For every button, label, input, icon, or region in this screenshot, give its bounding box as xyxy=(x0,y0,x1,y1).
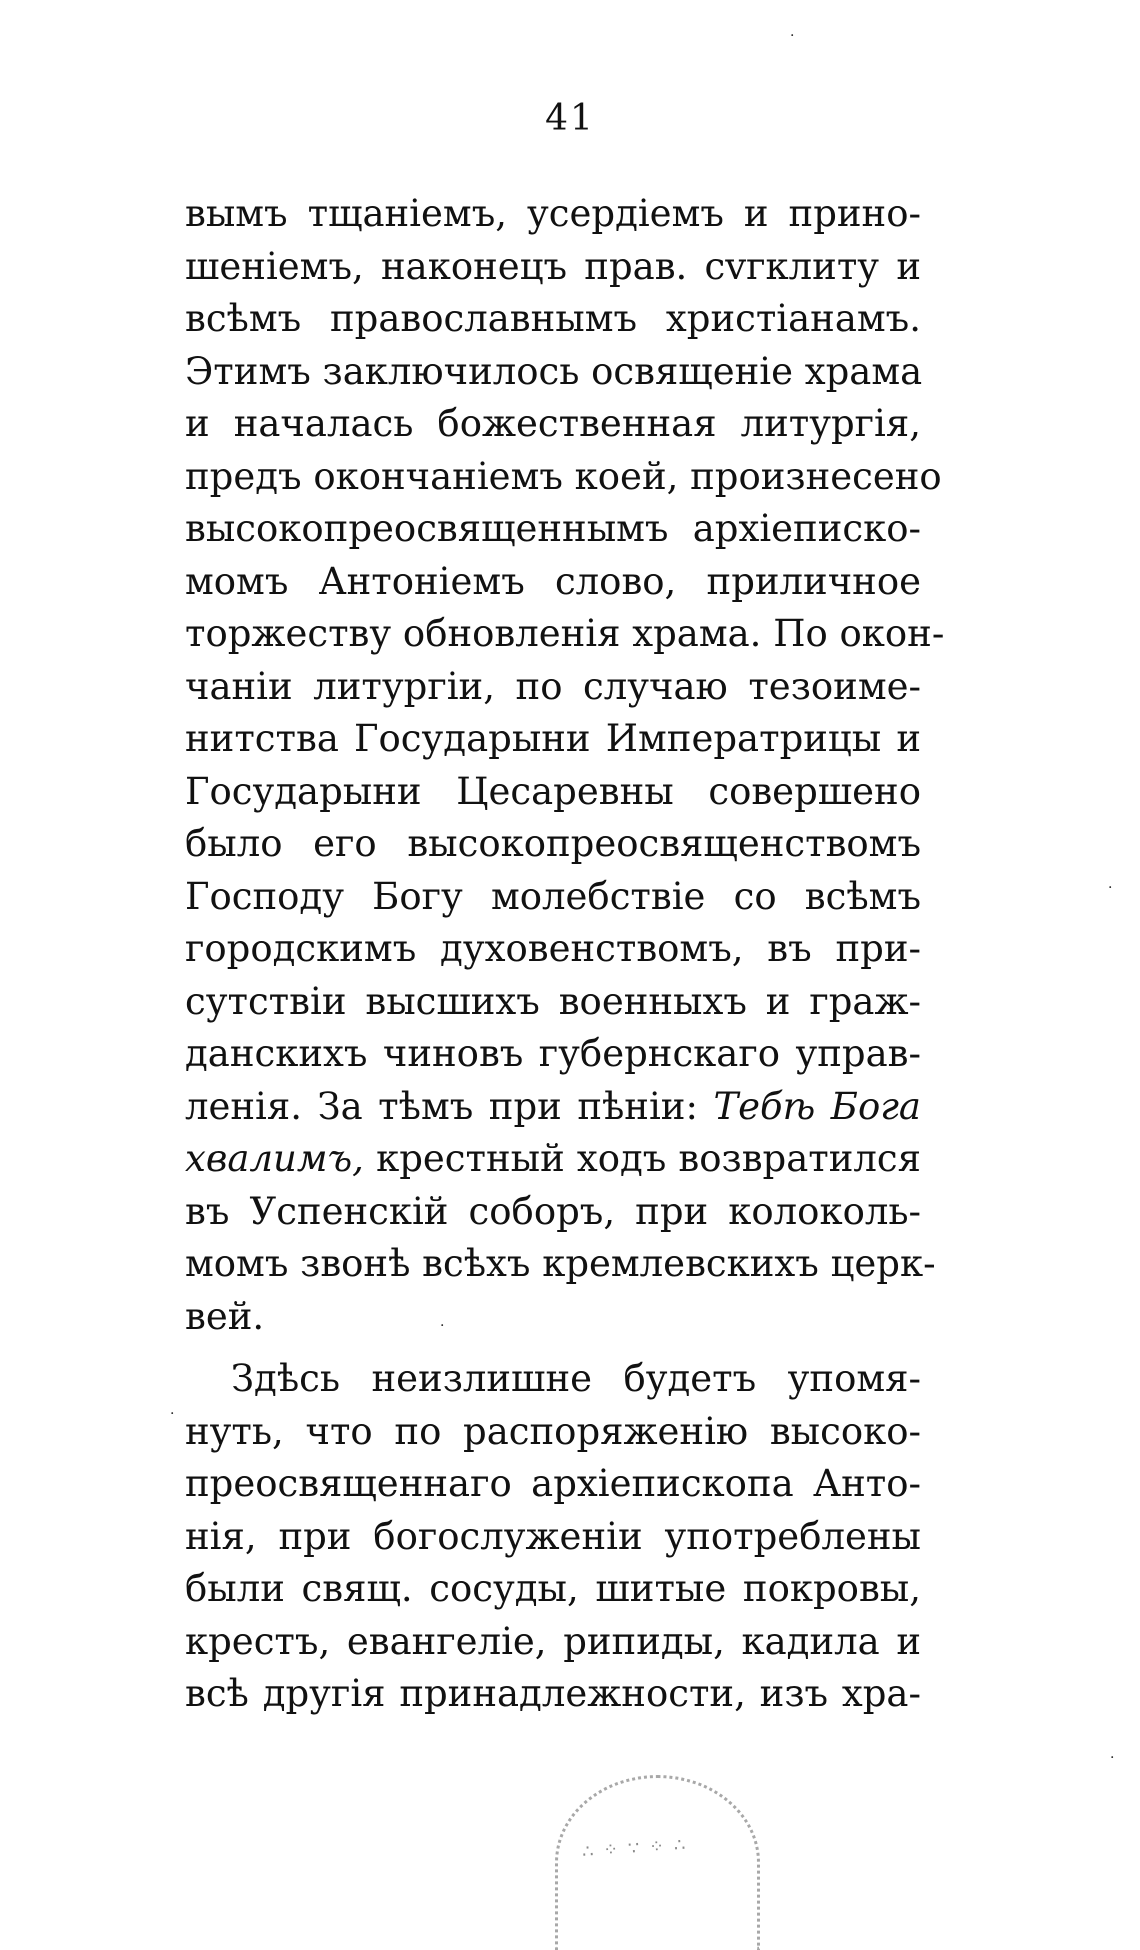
text-line: момъ Антоніемъ слово, приличное xyxy=(185,559,921,603)
text-line: городскимъ духовенствомъ, въ при- xyxy=(185,927,921,970)
text-line: Господу Богу молебствіе со всѣмъ xyxy=(185,874,921,918)
text-line: Этимъ заключилось освященіе храма xyxy=(185,349,923,393)
text-line: высокопреосвященнымъ архіеписко- xyxy=(185,507,921,550)
text-line: преосвященнаго архіепископа Анто- xyxy=(185,1462,921,1505)
paragraph-2 xyxy=(185,1353,921,1721)
paragraph-1 xyxy=(185,188,945,1343)
text-run: крестный ходъ возвратился xyxy=(363,1137,921,1180)
text-line: и началась божественная литургія, xyxy=(185,402,921,445)
print-speck: · xyxy=(170,1406,175,1422)
text-line: Здѣсь неизлишне будетъ упомя- xyxy=(231,1357,921,1400)
print-speck: · xyxy=(1108,880,1113,896)
text-line: Государыни Цесаревны совершено xyxy=(185,769,921,813)
text-line: крестъ, евангеліе, рипиды, кадила и xyxy=(185,1619,921,1663)
library-stamp xyxy=(555,1775,760,1950)
text-line xyxy=(185,1081,921,1134)
text-line: нія, при богослуженіи употреблены xyxy=(185,1514,921,1558)
text-line: момъ звонѣ всѣхъ кремлевскихъ церк- xyxy=(185,1242,936,1285)
text-line: вымъ тщаніемъ, усердіемъ и прино- xyxy=(185,192,921,235)
text-line: шеніемъ, наконецъ прав. сvгклиту и xyxy=(185,244,921,288)
text-line: въ Успенскій соборъ, при колоколь- xyxy=(185,1189,921,1233)
text-line: вей. xyxy=(185,1294,265,1338)
text-line xyxy=(185,1133,921,1186)
italic-quote: Тебѣ Бога xyxy=(713,1084,921,1128)
stamp-marks: ∴ ⁘ ∵ ⁘ ∴ xyxy=(581,1834,689,1863)
text-line: сутствіи высшихъ военныхъ и граж- xyxy=(185,979,921,1023)
text-line: нуть, что по распоряженію высоко- xyxy=(185,1409,921,1453)
text-line: были свящ. сосуды, шитые покровы, xyxy=(185,1567,921,1610)
italic-quote: хвалимъ, xyxy=(185,1137,364,1180)
text-line: всѣ другія принадлежности, изъ хра- xyxy=(185,1672,921,1715)
text-line: нитства Государыни Императрицы и xyxy=(185,717,921,760)
text-line: предъ окончаніемъ коей, произнесено xyxy=(185,454,942,498)
print-speck: · xyxy=(1110,1750,1115,1766)
text-line: было его высокопреосвященствомъ xyxy=(185,822,921,865)
text-line: торжеству обновленія храма. По окон- xyxy=(185,612,945,655)
text-line: чаніи литургіи, по случаю тезоиме- xyxy=(185,664,921,708)
text-run: ленія. За тѣмъ при пѣніи: xyxy=(185,1084,714,1128)
body-text xyxy=(185,188,945,1721)
print-speck: · xyxy=(790,28,795,44)
text-line: всѣмъ православнымъ христіанамъ. xyxy=(185,297,921,340)
paragraph-gap xyxy=(185,1343,921,1353)
print-speck: · xyxy=(440,1318,445,1334)
text-line: данскихъ чиновъ губернскаго управ- xyxy=(185,1032,921,1075)
page-number: 41 xyxy=(545,98,595,139)
